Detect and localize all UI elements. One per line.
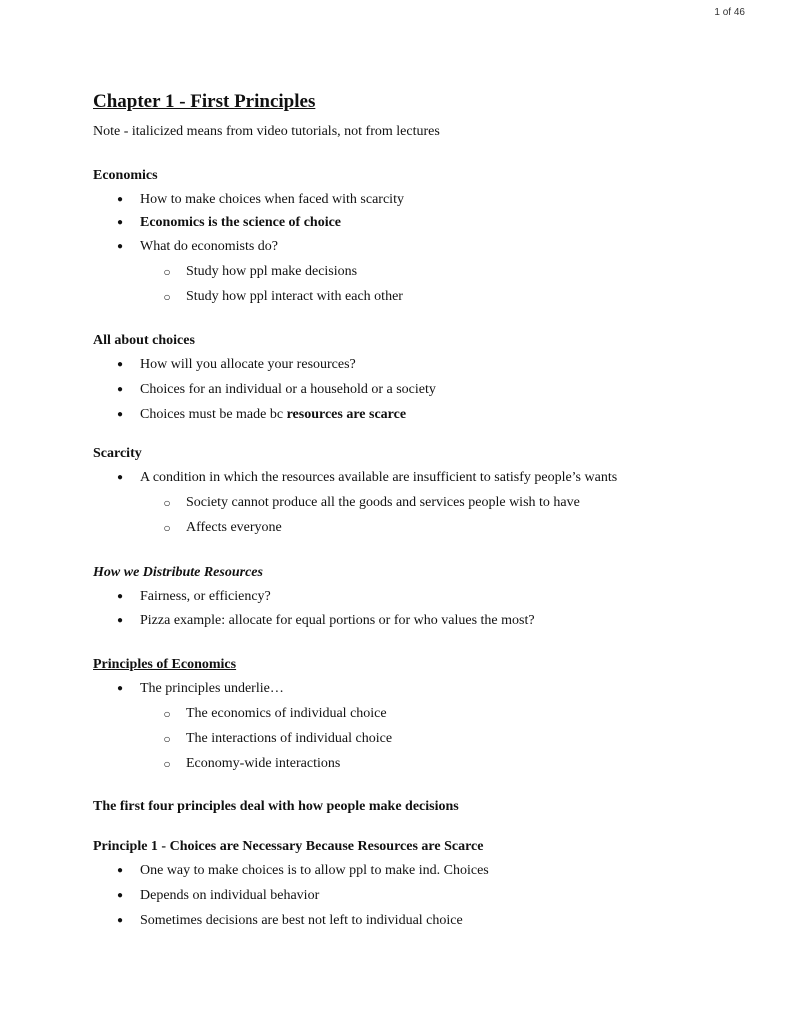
list-item: Depends on individual behavior bbox=[140, 888, 320, 903]
bullet-filled-icon: ● bbox=[116, 241, 124, 252]
list-item: The principles underlie… bbox=[140, 681, 284, 696]
list-item: A condition in which the resources available are insufficient to satisfy people’s wants bbox=[140, 470, 618, 485]
bullet-filled-icon: ● bbox=[116, 409, 124, 420]
list-item: Sometimes decisions are best not left to individual choice bbox=[140, 913, 463, 928]
bullet-hollow-icon: ○ bbox=[163, 707, 171, 721]
sub-list-item: The interactions of individual choice bbox=[186, 731, 393, 746]
sub-list-item: The economics of individual choice bbox=[186, 706, 387, 721]
sub-list-item: Study how ppl interact with each other bbox=[186, 289, 403, 304]
list-item bbox=[140, 407, 406, 423]
bullet-filled-icon: ● bbox=[116, 615, 124, 626]
note-text: Note - italicized means from video tutorials, not from lectures bbox=[93, 124, 440, 139]
bullet-filled-icon: ● bbox=[116, 683, 124, 694]
section-heading-principle-1: Principle 1 - Choices are Necessary Because Resources are Scarce bbox=[93, 839, 484, 854]
list-item: How will you allocate your resources? bbox=[140, 357, 356, 372]
list-item: Fairness, or efficiency? bbox=[140, 589, 271, 604]
sub-list-item: Society cannot produce all the goods and services people wish to have bbox=[186, 495, 580, 510]
section-heading-distribute: How we Distribute Resources bbox=[93, 565, 263, 580]
section-heading-choices: All about choices bbox=[93, 333, 195, 348]
bullet-filled-icon: ● bbox=[116, 591, 124, 602]
list-item: What do economists do? bbox=[140, 239, 279, 254]
bullet-filled-icon: ● bbox=[116, 217, 124, 228]
bullet-hollow-icon: ○ bbox=[163, 521, 171, 535]
sub-list-item: Study how ppl make decisions bbox=[186, 264, 358, 279]
bullet-hollow-icon: ○ bbox=[163, 290, 171, 304]
sub-list-item: Affects everyone bbox=[186, 520, 282, 535]
page-title: Chapter 1 - First Principles bbox=[93, 91, 316, 112]
list-item: Choices for an individual or a household or a society bbox=[140, 382, 436, 397]
bullet-hollow-icon: ○ bbox=[163, 732, 171, 746]
list-item: How to make choices when faced with scarcity bbox=[140, 192, 404, 207]
section-heading-first-four: The first four principles deal with how people make decisions bbox=[93, 799, 459, 814]
bullet-filled-icon: ● bbox=[116, 472, 124, 483]
bullet-hollow-icon: ○ bbox=[163, 496, 171, 510]
list-item: One way to make choices is to allow ppl to make ind. Choices bbox=[140, 863, 489, 878]
page-indicator: 1 of 46 bbox=[714, 7, 745, 18]
bullet-filled-icon: ● bbox=[116, 384, 124, 395]
bullet-filled-icon: ● bbox=[116, 194, 124, 205]
sub-list-item: Economy-wide interactions bbox=[186, 756, 341, 771]
bullet-filled-icon: ● bbox=[116, 359, 124, 370]
bullet-filled-icon: ● bbox=[116, 890, 124, 901]
bullet-hollow-icon: ○ bbox=[163, 757, 171, 771]
list-item-bold-text: resources are scarce bbox=[286, 407, 407, 422]
bullet-hollow-icon: ○ bbox=[163, 265, 171, 279]
section-heading-scarcity: Scarcity bbox=[93, 446, 142, 461]
bullet-filled-icon: ● bbox=[116, 865, 124, 876]
list-item: Pizza example: allocate for equal portions or for who values the most? bbox=[140, 613, 535, 628]
section-heading-principles: Principles of Economics bbox=[93, 657, 237, 672]
list-item-text: Choices must be made bc bbox=[140, 407, 287, 422]
list-item: Economics is the science of choice bbox=[140, 215, 342, 230]
section-heading-economics: Economics bbox=[93, 168, 158, 183]
bullet-filled-icon: ● bbox=[116, 915, 124, 926]
